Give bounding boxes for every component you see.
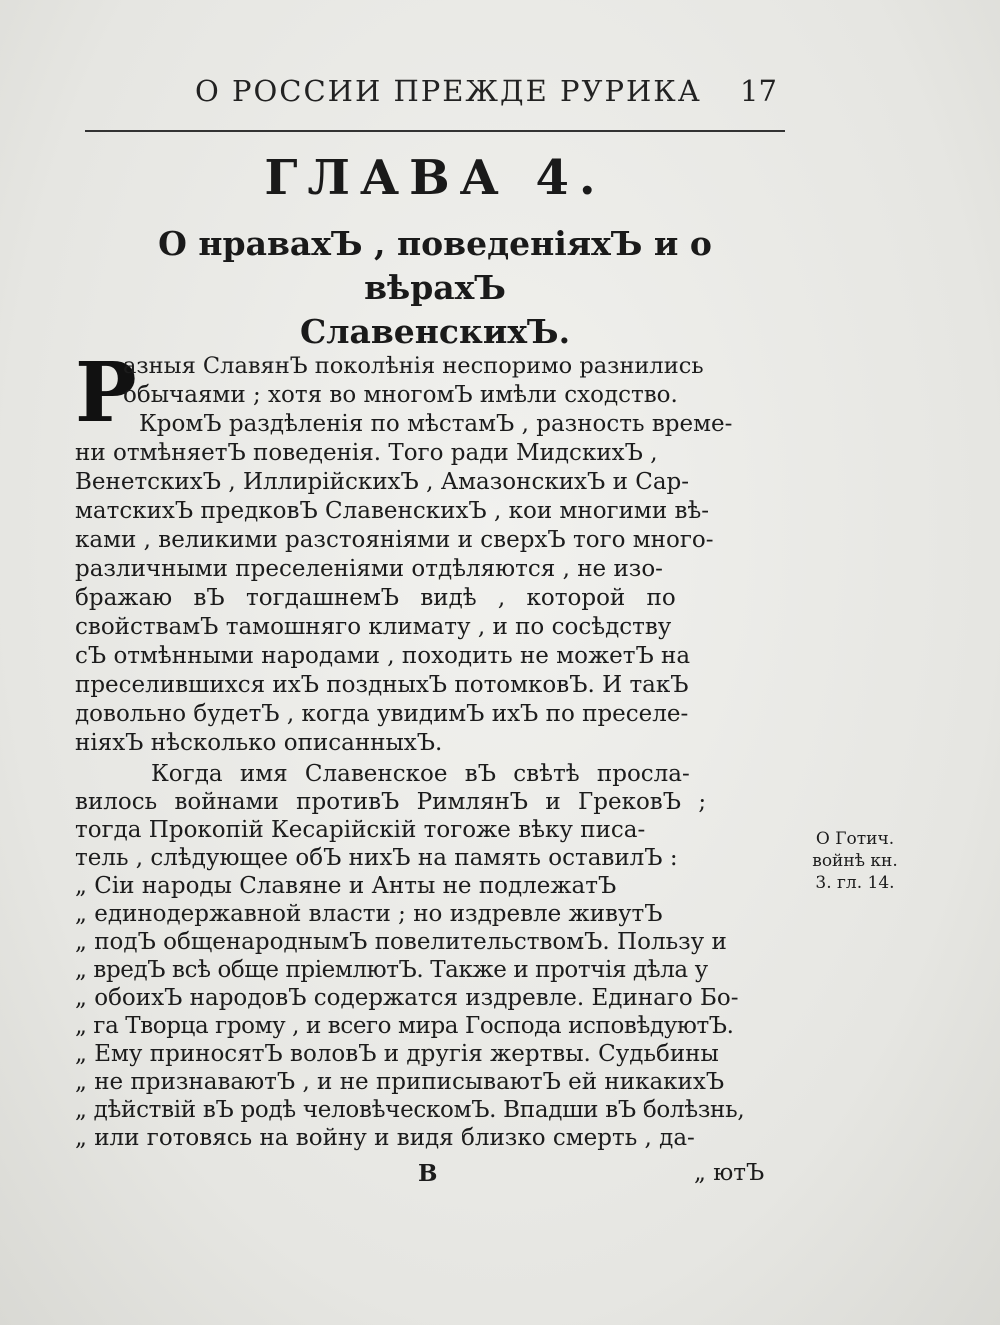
text-line: ками , великими разстояніями и сверхЪ того много- bbox=[75, 527, 714, 553]
text-line: ни отмѣняетЪ поведенія. Того ради МидскихЪ , bbox=[75, 440, 658, 466]
text-line: „ подЪ общенароднымЪ повелительствомЪ. Пользу и bbox=[75, 929, 727, 955]
text-line: вилось войнами противЪ РимлянЪ и ГрековЪ ; bbox=[75, 789, 707, 815]
catchword: „ ютЪ bbox=[694, 1160, 765, 1186]
text-line: довольно будетЪ , когда увидимЪ ихЪ по преселе- bbox=[75, 701, 689, 727]
text-line: сЪ отмѣнными народами , походить не можетЪ на bbox=[75, 643, 691, 669]
page-number: 17 bbox=[740, 74, 777, 108]
text-line: „ дѣйствій вЪ родѣ человѣческомЪ. Впадши вЪ болѣзнь, bbox=[75, 1097, 745, 1123]
margin-note-line: О Готич. bbox=[815, 829, 895, 849]
text-line: ніяхЪ нѣсколько описанныхЪ. bbox=[75, 730, 443, 756]
text-line: КромЪ раздѣленія по мѣстамЪ , разность време- bbox=[139, 411, 733, 437]
chapter-subtitle-line-1: О нравахЪ , поведеніяхЪ и о вѣрахЪ bbox=[158, 224, 712, 307]
text-line: „ Сіи народы Славяне и Анты не подлежатЪ bbox=[75, 873, 617, 899]
text-line: обычаями ; хотя во многомЪ имѣли сходство. bbox=[123, 382, 678, 408]
text-line: „ Ему приносятЪ воловЪ и другія жертвы. Судьбины bbox=[75, 1041, 719, 1067]
text-line: матскихЪ предковЪ СлавенскихЪ , кои многими вѣ- bbox=[75, 498, 710, 524]
chapter-subtitle bbox=[85, 222, 785, 354]
text-line: азныя СлавянЪ поколѣнія неспоримо разнились bbox=[123, 353, 704, 379]
text-line: „ обоихЪ народовЪ содержатся издревле. Единаго Бо- bbox=[75, 985, 739, 1011]
text-line: „ не признаваютЪ , и не приписываютЪ ей никакихЪ bbox=[75, 1069, 725, 1095]
header-rule bbox=[85, 130, 785, 132]
margin-note bbox=[800, 828, 910, 894]
text-line: „ единодержавной власти ; но издревле живутЪ bbox=[75, 901, 663, 927]
text-line: различными преселеніями отдѣляются , не изо- bbox=[75, 556, 663, 582]
chapter-title: ГЛАВА 4. bbox=[264, 150, 606, 206]
text-line: тель , слѣдующее обЪ нихЪ на память оставилЪ : bbox=[75, 845, 678, 871]
text-line: преселившихся ихЪ поздныхЪ потомковЪ. И такЪ bbox=[75, 672, 689, 698]
text-line: ВенетскихЪ , ИллирійскихЪ , АмазонскихЪ и Сар- bbox=[75, 469, 690, 495]
text-line: „ вредЪ всѣ обще пріемлютЪ. Также и протчія дѣла у bbox=[75, 957, 708, 983]
text-line: свойствамЪ тамошняго климату , и по сосѣдству bbox=[75, 614, 672, 640]
text-line: „ или готовясь на войну и видя близко смерть , да- bbox=[75, 1125, 695, 1151]
signature-mark: В bbox=[418, 1160, 438, 1187]
running-head: О РОССИИ ПРЕЖДЕ РУРИКА bbox=[195, 74, 702, 108]
drop-cap: Р bbox=[75, 345, 137, 441]
text-line: бражаю вЪ тогдашнемЪ видѣ , которой по bbox=[75, 585, 676, 611]
margin-note-line: 3. гл. 14. bbox=[815, 873, 895, 893]
chapter-subtitle-line-2: СлавенскихЪ. bbox=[299, 312, 571, 351]
text-line: Когда имя Славенское вЪ свѣтѣ просла- bbox=[151, 761, 690, 787]
margin-note-line: войнѣ кн. bbox=[812, 851, 898, 871]
text-line: „ га Творца грому , и всего мира Господа исповѣдуютЪ. bbox=[75, 1013, 734, 1039]
text-line: тогда Прокопій Кесарійскій тогоже вѣку писа- bbox=[75, 817, 646, 843]
